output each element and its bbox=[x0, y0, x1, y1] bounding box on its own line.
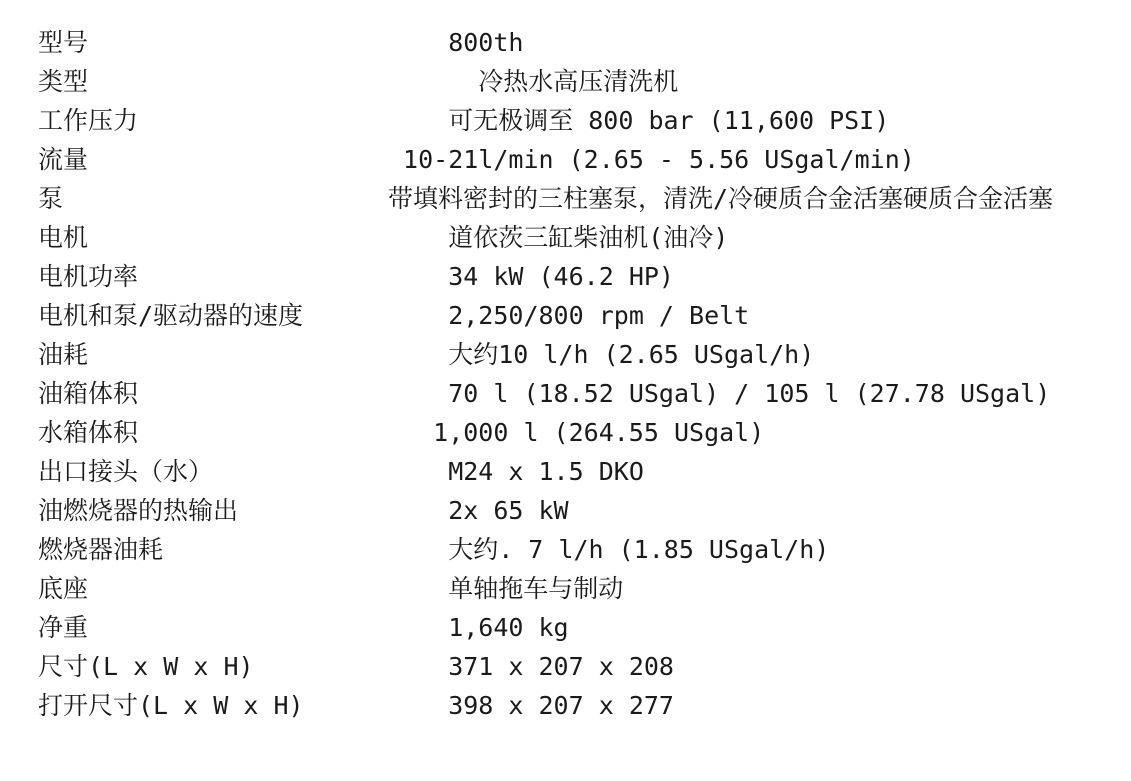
spec-value: 1,640 kg bbox=[448, 613, 569, 642]
spec-value: 371 x 207 x 208 bbox=[448, 652, 674, 681]
spec-value: 10-21l/min (2.65 - 5.56 USgal/min) bbox=[403, 145, 915, 174]
spec-label: 油燃烧器的热输出 bbox=[38, 496, 239, 525]
spec-row bbox=[38, 296, 1131, 335]
spec-row bbox=[38, 374, 1131, 413]
spec-row bbox=[38, 452, 1131, 491]
spec-row bbox=[38, 179, 1131, 218]
spec-label: 底座 bbox=[38, 574, 89, 603]
spec-value: 带填料密封的三柱塞泵，清洗/冷硬质合金活塞硬质合金活塞 bbox=[388, 184, 1054, 213]
spec-label: 工作压力 bbox=[38, 106, 139, 135]
spec-value: 34 kW (46.2 HP) bbox=[448, 262, 674, 291]
spec-label: 型号 bbox=[38, 28, 89, 57]
spec-value: 大约10 l/h (2.65 USgal/h) bbox=[448, 340, 815, 369]
spec-row bbox=[38, 335, 1131, 374]
spec-row bbox=[38, 413, 1131, 452]
spec-label: 电机 bbox=[38, 223, 89, 252]
spec-row bbox=[38, 101, 1131, 140]
spec-value: 2,250/800 rpm / Belt bbox=[448, 301, 750, 330]
spec-label: 油箱体积 bbox=[38, 379, 139, 408]
spec-row bbox=[38, 62, 1131, 101]
spec-label: 流量 bbox=[38, 145, 89, 174]
spec-row bbox=[38, 257, 1131, 296]
spec-label: 电机和泵/驱动器的速度 bbox=[38, 301, 304, 330]
spec-label: 水箱体积 bbox=[38, 418, 139, 447]
spec-value: 单轴拖车与制动 bbox=[448, 574, 624, 603]
spec-row bbox=[38, 569, 1131, 608]
spec-row bbox=[38, 218, 1131, 257]
spec-label: 净重 bbox=[38, 613, 89, 642]
spec-value: 大约. 7 l/h (1.85 USgal/h) bbox=[448, 535, 830, 564]
spec-row bbox=[38, 608, 1131, 647]
spec-row bbox=[38, 491, 1131, 530]
spec-row bbox=[38, 686, 1131, 725]
spec-row bbox=[38, 530, 1131, 569]
spec-label: 燃烧器油耗 bbox=[38, 535, 164, 564]
spec-label: 泵 bbox=[38, 184, 64, 213]
spec-value: 398 x 207 x 277 bbox=[448, 691, 674, 720]
spec-row bbox=[38, 140, 1131, 179]
spec-value: 可无极调至 800 bar (11,600 PSI) bbox=[448, 106, 890, 135]
spec-row bbox=[38, 647, 1131, 686]
spec-value: 2x 65 kW bbox=[448, 496, 569, 525]
spec-value: 冷热水高压清洗机 bbox=[478, 67, 679, 96]
spec-value: 道依茨三缸柴油机(油冷) bbox=[448, 223, 729, 252]
spec-label: 油耗 bbox=[38, 340, 89, 369]
spec-label: 电机功率 bbox=[38, 262, 139, 291]
spec-value: 800th bbox=[448, 28, 524, 57]
spec-value: M24 x 1.5 DKO bbox=[448, 457, 644, 486]
spec-label: 出口接头（水） bbox=[38, 457, 214, 486]
spec-row bbox=[38, 23, 1131, 62]
spec-label: 尺寸(L x W x H) bbox=[38, 652, 254, 681]
spec-value: 1,000 l (264.55 USgal) bbox=[433, 418, 765, 447]
spec-label: 打开尺寸(L x W x H) bbox=[38, 691, 304, 720]
spec-value: 70 l (18.52 USgal) / 105 l (27.78 USgal) bbox=[448, 379, 1051, 408]
spec-label: 类型 bbox=[38, 67, 89, 96]
